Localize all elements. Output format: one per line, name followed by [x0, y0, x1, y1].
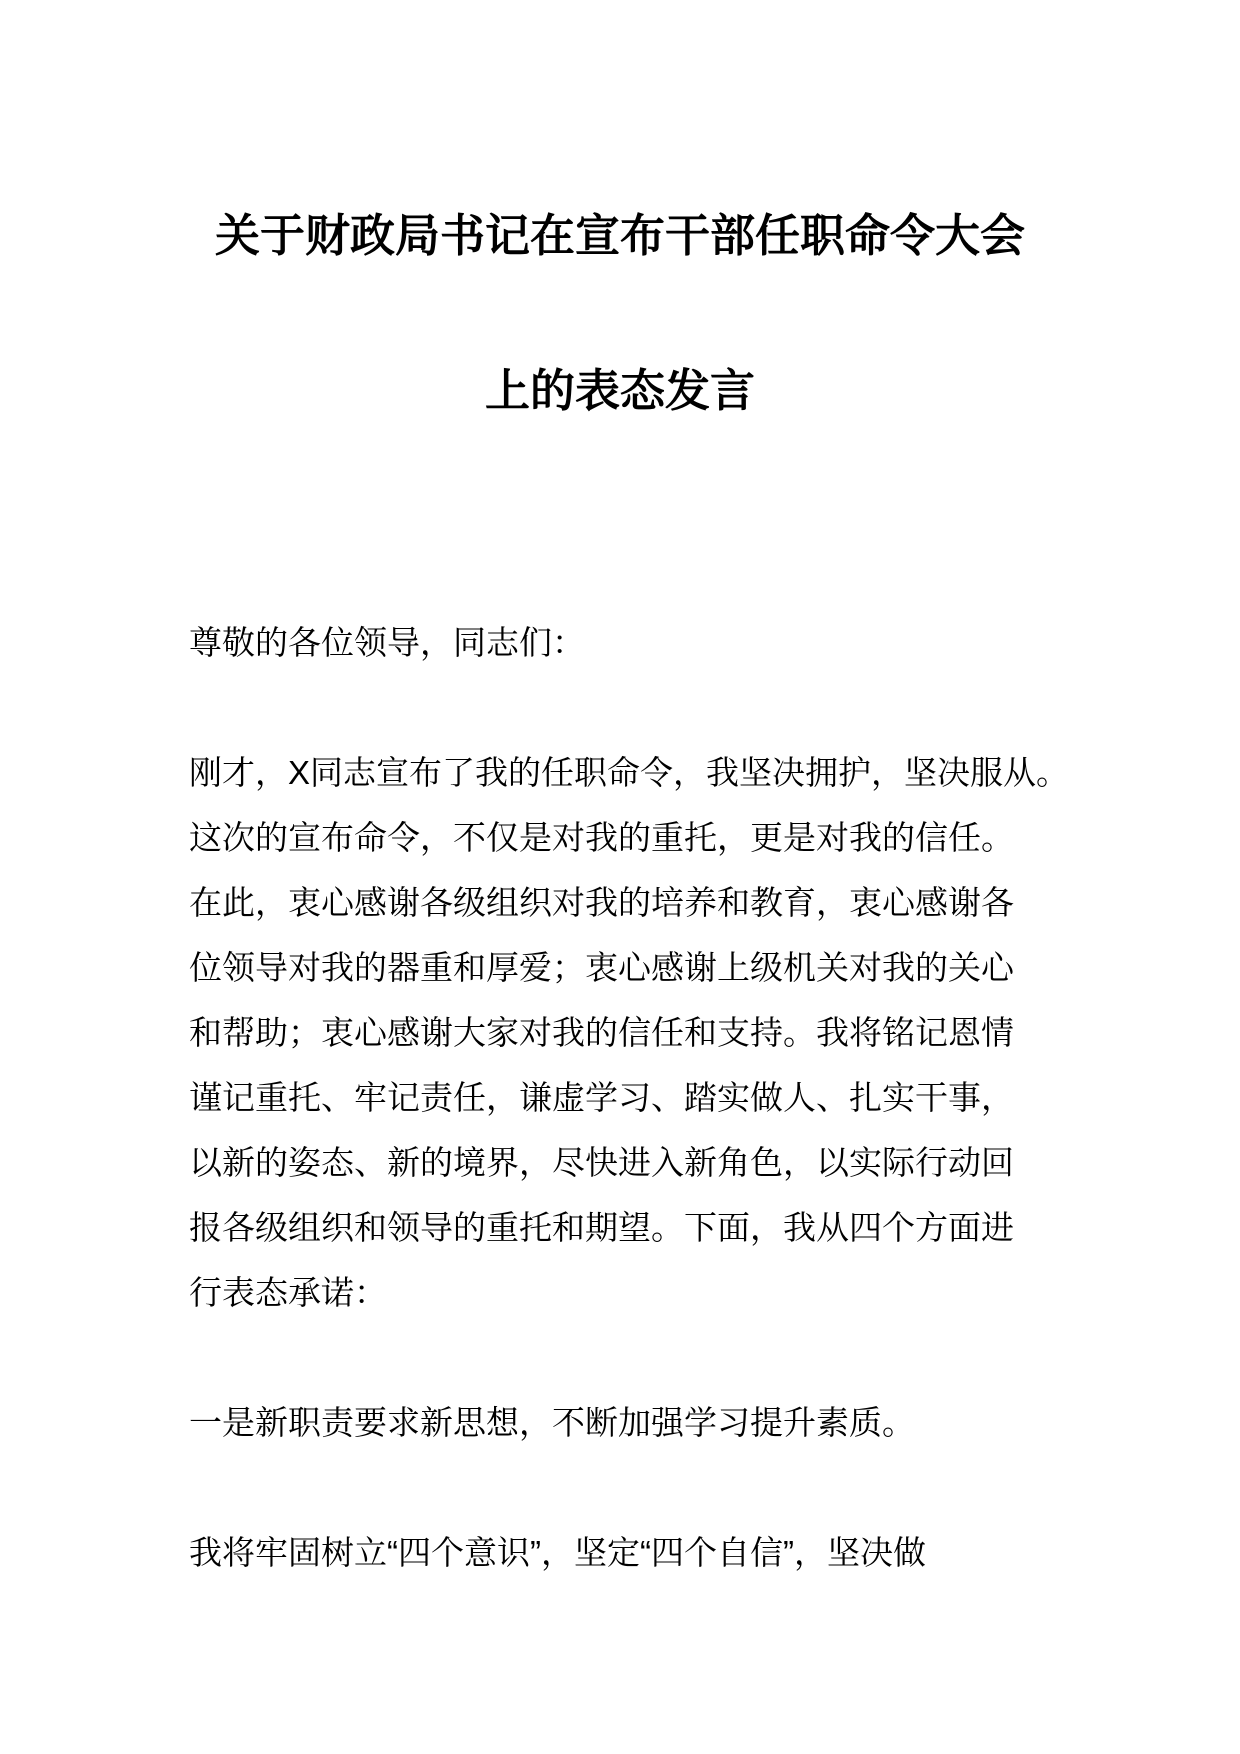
section-heading-1: 一是新职责要求新思想，不断加强学习提升素质。 [189, 1404, 915, 1441]
text-line: 以新的姿态、新的境界，尽快进入新角色，以实际行动回 [189, 1144, 1014, 1181]
document-title-line-2: 上的表态发言 [484, 365, 755, 416]
text-line: 刚才，X同志宣布了我的任职命令，我坚决拥护，坚决服从。 [189, 754, 1070, 791]
document-body [189, 610, 1089, 1585]
paragraph-2 [189, 1520, 1089, 1585]
text-line: 报各级组织和领导的重托和期望。下面，我从四个方面进 [189, 1209, 1014, 1246]
text-line: 这次的宣布命令，不仅是对我的重托，更是对我的信任。 [189, 819, 1014, 856]
text-line: 和帮助；衷心感谢大家对我的信任和支持。我将铭记恩情 [189, 1014, 1014, 1051]
document-title-line-1: 关于财政局书记在宣布干部任职命令大会 [214, 210, 1025, 261]
salutation: 尊敬的各位领导，同志们： [189, 624, 585, 661]
paragraph-1 [189, 740, 1089, 1325]
text-line: 谨记重托、牢记责任，谦虚学习、踏实做人、扎实干事， [189, 1079, 1014, 1116]
text-line: 我将牢固树立“四个意识”，坚定“四个自信”，坚决做 [189, 1534, 926, 1571]
text-line: 在此，衷心感谢各级组织对我的培养和教育，衷心感谢各 [189, 884, 1014, 921]
text-line: 位领导对我的器重和厚爱；衷心感谢上级机关对我的关心 [189, 949, 1014, 986]
text-line: 行表态承诺： [189, 1274, 387, 1311]
